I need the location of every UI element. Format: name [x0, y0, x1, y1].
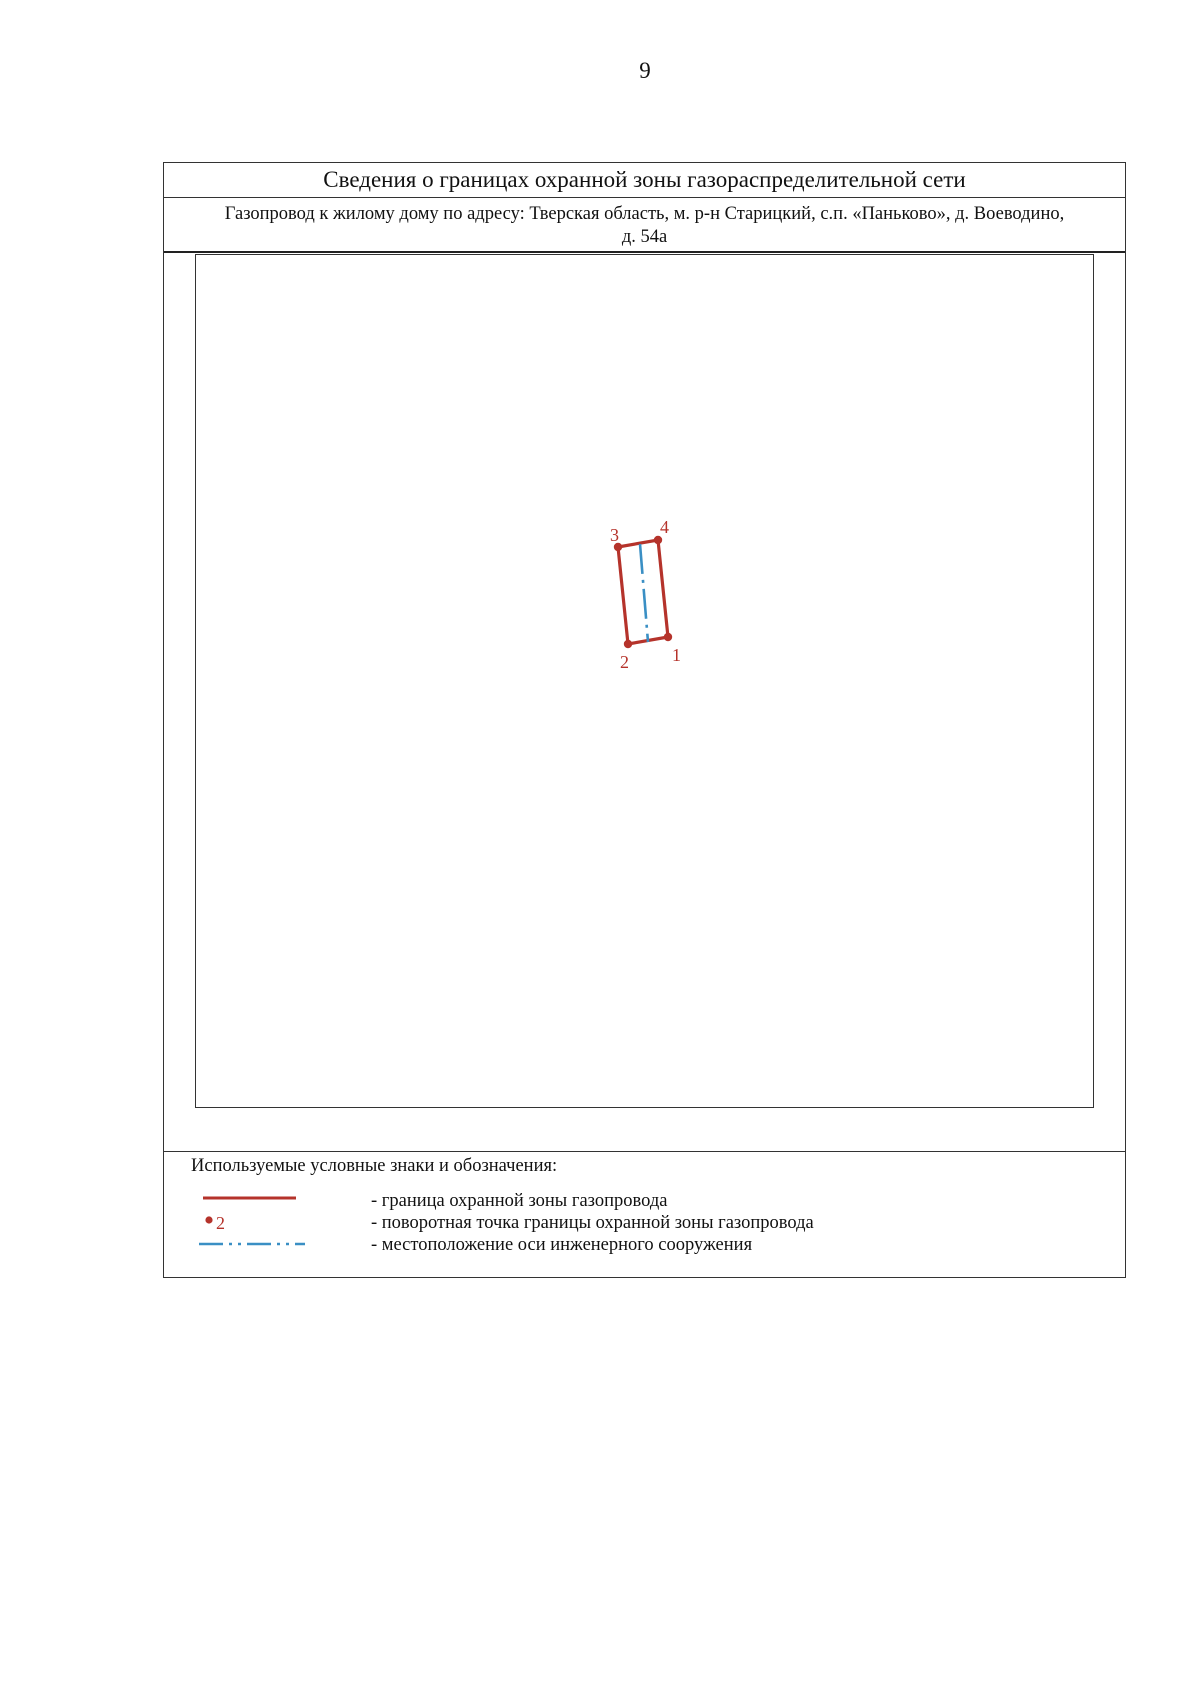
legend-text-boundary: - граница охранной зоны газопровода: [371, 1191, 668, 1211]
legend-title: Используемые условные знаки и обозначения:: [191, 1156, 558, 1176]
object-description: [164, 198, 1125, 253]
turning-point-2: [624, 640, 632, 648]
map-area: [195, 254, 1094, 1108]
legend-point-label: 2: [216, 1213, 225, 1233]
legend-text-turning-point: - поворотная точка границы охранной зоны газопровода: [371, 1213, 814, 1233]
legend: [164, 1151, 1125, 1277]
blue-dash-dot-line-icon: [199, 1234, 309, 1256]
object-description-line-2: д. 54а: [621, 227, 668, 247]
pipeline-axis: [640, 544, 648, 642]
turning-point-label-2: 2: [620, 652, 629, 672]
protection-zone-sheet: [163, 162, 1126, 1278]
object-description-line-1: Газопровод к жилому дому по адресу: Тверская область, м. р-н Старицкий, с.п. «Паньково», д. Воеводино,: [224, 204, 1065, 224]
turning-point-4: [654, 536, 662, 544]
legend-item-axis: [164, 1234, 1125, 1256]
turning-point-label-4: 4: [660, 517, 669, 537]
sheet-title: Сведения о границах охранной зоны газораспределительной сети: [164, 163, 1125, 198]
turning-point-label-1: 1: [672, 645, 681, 665]
map-drawing: [196, 255, 1092, 1106]
page-number: 9: [639, 58, 651, 83]
red-solid-line-icon: [199, 1190, 309, 1212]
legend-text-axis: - местоположение оси инженерного сооружения: [371, 1235, 753, 1255]
legend-item-boundary: [164, 1190, 1125, 1212]
legend-item-turning-point: [164, 1212, 1125, 1234]
turning-point-1: [664, 633, 672, 641]
turning-point-label-3: 3: [610, 525, 619, 545]
